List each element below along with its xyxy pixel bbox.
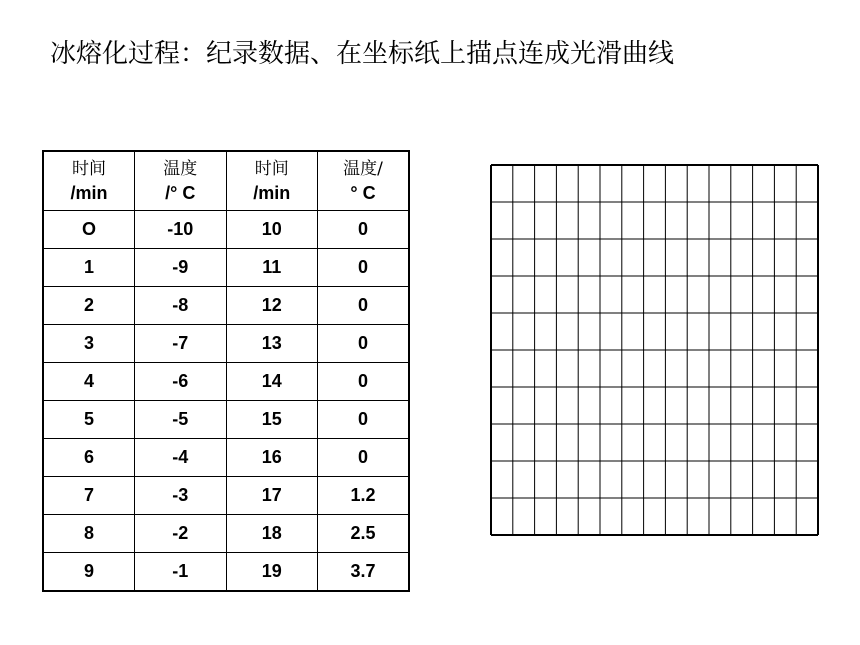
table-cell: -5: [135, 401, 227, 439]
table-cell: 2.5: [318, 515, 410, 553]
table-cell: 19: [226, 553, 318, 592]
table-cell: 1: [43, 249, 135, 287]
table-row: [43, 325, 409, 363]
table-cell: 15: [226, 401, 318, 439]
table-row: [43, 211, 409, 249]
data-table: [42, 150, 410, 592]
table-cell: 0: [318, 249, 410, 287]
table-cell: 16: [226, 439, 318, 477]
page-title: 冰熔化过程：纪录数据、在坐标纸上描点连成光滑曲线: [50, 39, 675, 69]
table-row: [43, 249, 409, 287]
table-cell: 0: [318, 401, 410, 439]
table-body: [43, 211, 409, 592]
table-cell: 0: [318, 287, 410, 325]
table-cell: -10: [135, 211, 227, 249]
table-cell: 3.7: [318, 553, 410, 592]
table-cell: 0: [318, 211, 410, 249]
table-row: [43, 553, 409, 592]
header-cell: 时间 /min: [226, 151, 318, 211]
table-cell: 10: [226, 211, 318, 249]
table-cell: -1: [135, 553, 227, 592]
table-cell: 12: [226, 287, 318, 325]
table-cell: -4: [135, 439, 227, 477]
table-cell: 6: [43, 439, 135, 477]
table-cell: 0: [318, 439, 410, 477]
table-cell: 4: [43, 363, 135, 401]
table-cell: 0: [318, 325, 410, 363]
table-cell: 18: [226, 515, 318, 553]
table-cell: -3: [135, 477, 227, 515]
table-cell: 2: [43, 287, 135, 325]
table-row: [43, 477, 409, 515]
table-cell: 3: [43, 325, 135, 363]
grid-paper: [490, 164, 820, 538]
header-cell: 时间 /min: [43, 151, 135, 211]
table-cell: 8: [43, 515, 135, 553]
table-cell: 0: [318, 363, 410, 401]
table-row: [43, 287, 409, 325]
table-cell: 7: [43, 477, 135, 515]
table-cell: 9: [43, 553, 135, 592]
table-cell: 14: [226, 363, 318, 401]
table-cell: O: [43, 211, 135, 249]
table-cell: 17: [226, 477, 318, 515]
table-cell: 5: [43, 401, 135, 439]
table-cell: 13: [226, 325, 318, 363]
table-cell: -8: [135, 287, 227, 325]
table-row: [43, 363, 409, 401]
table-cell: 1.2: [318, 477, 410, 515]
header-cell: 温度 /° C: [135, 151, 227, 211]
table-cell: -6: [135, 363, 227, 401]
header-cell: 温度/ ° C: [318, 151, 410, 211]
table-header-row: [43, 151, 409, 211]
table-cell: -7: [135, 325, 227, 363]
table-row: [43, 401, 409, 439]
table-row: [43, 515, 409, 553]
table-cell: -2: [135, 515, 227, 553]
table-row: [43, 439, 409, 477]
table-cell: -9: [135, 249, 227, 287]
table-cell: 11: [226, 249, 318, 287]
